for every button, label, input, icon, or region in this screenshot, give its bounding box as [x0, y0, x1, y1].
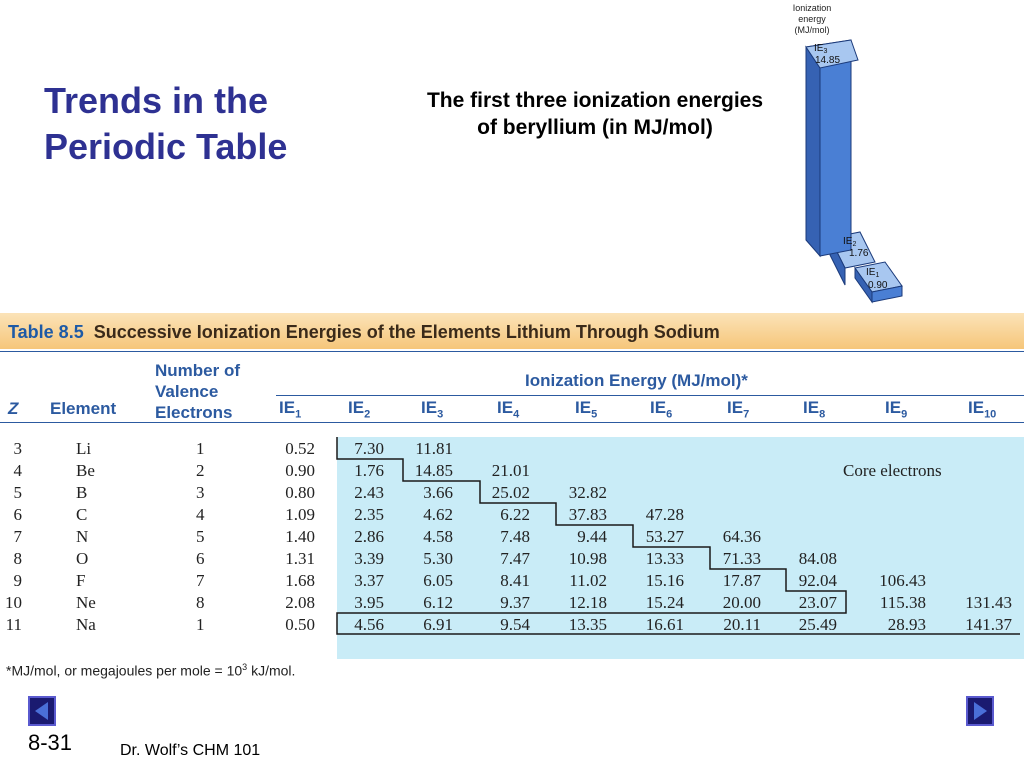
cell-ie6: 15.24: [645, 593, 684, 612]
cell-element: F: [76, 571, 86, 590]
table-row: [0, 438, 1024, 460]
cell-valence: 6: [196, 549, 205, 568]
cell-ie2: 2.86: [354, 527, 384, 546]
cell-ie5: 37.83: [568, 505, 607, 524]
header-ie10: $IE_{10}$: [968, 398, 997, 421]
cell-ie4: 7.47: [500, 549, 530, 568]
cell-ie4: 6.22: [500, 505, 530, 524]
cell-ie6: 16.61: [645, 615, 684, 634]
chart-axis-label-line2: energy: [798, 14, 826, 24]
cell-ie8: 92.04: [798, 571, 837, 590]
cell-z: 9: [13, 571, 22, 590]
cell-ie1: 0.80: [285, 483, 315, 502]
header-ie1: $IE_1$: [279, 398, 302, 421]
slide-title: Trends in the Periodic Table: [44, 80, 288, 167]
chart-caption: The first three ionization energies of beryllium (in MJ/mol): [426, 89, 764, 139]
header-ie4: $IE_4$: [497, 398, 520, 421]
table-header: [0, 349, 1024, 423]
table-row: [0, 570, 1024, 592]
cell-valence: 4: [196, 505, 205, 524]
cell-ie8: 25.49: [798, 615, 837, 634]
cell-element: O: [76, 549, 89, 568]
cell-ie4: 7.48: [500, 527, 530, 546]
cell-ie1: 0.52: [285, 439, 315, 458]
table-row: [0, 548, 1024, 570]
ionization-energy-3d-chart: [770, 0, 930, 310]
cell-ie1: 1.68: [285, 571, 315, 590]
cell-ie6: 53.27: [645, 527, 684, 546]
cell-ie4: 25.02: [491, 483, 530, 502]
cell-ie3: 4.58: [423, 527, 453, 546]
ie-group-rule: [276, 395, 1024, 396]
chart-bar-ie2-label: $IE_2$: [843, 236, 857, 248]
cell-ie3: 11.81: [415, 439, 453, 458]
cell-ie4: 21.01: [491, 461, 530, 480]
chart-axis-label-line1: Ionization: [792, 3, 832, 13]
header-ie5: $IE_5$: [575, 398, 598, 421]
footer-text: Dr. Wolf’s CHM 101: [120, 742, 261, 759]
chart-bar-ie2-value: 1.76: [849, 248, 869, 259]
cell-ie4: 8.41: [500, 571, 530, 590]
cell-ie2: 3.39: [354, 549, 384, 568]
header-ie3: $IE_3$: [421, 398, 444, 421]
cell-ie9: 28.93: [887, 615, 926, 634]
cell-valence: 2: [196, 461, 205, 480]
cell-z: 4: [13, 461, 22, 480]
cell-ie3: 6.91: [423, 615, 453, 634]
cell-ie7: 20.11: [723, 615, 761, 634]
cell-ie9: 115.38: [879, 593, 926, 612]
header-ie6: $IE_6$: [650, 398, 673, 421]
chart-bar-ie1-value: 0.90: [868, 280, 888, 291]
table-row: [0, 504, 1024, 526]
header-rule: [0, 422, 1024, 423]
cell-ie2: 2.43: [354, 483, 384, 502]
cell-ie5: 10.98: [568, 549, 607, 568]
cell-element: Be: [76, 461, 95, 480]
cell-ie2: 3.95: [354, 593, 384, 612]
slide-number: 8-31: [28, 730, 73, 755]
table-body: [0, 437, 1024, 660]
chart-bar-ie3-value: 14.85: [815, 55, 841, 66]
cell-z: 5: [13, 483, 22, 502]
cell-ie6: 15.16: [645, 571, 684, 590]
cell-ie2: 3.37: [354, 571, 384, 590]
cell-ie7: 17.87: [722, 571, 761, 590]
table-footnote: *MJ/mol, or megajoules per mole = $10^3$ kJ/mol.: [6, 662, 296, 679]
cell-ie3: 3.66: [423, 483, 453, 502]
cell-valence: 7: [196, 571, 205, 590]
cell-ie3: 6.05: [423, 571, 453, 590]
cell-ie1: 2.08: [285, 593, 315, 612]
cell-valence: 5: [196, 527, 205, 546]
cell-ie1: 1.31: [285, 549, 315, 568]
chart-bar-ie3-label: $IE_3$: [814, 43, 828, 55]
table-row: [0, 482, 1024, 504]
cell-ie8: 23.07: [798, 593, 837, 612]
cell-ie4: 9.54: [500, 615, 530, 634]
table-title: Successive Ionization Energies of the Elements Lithium Through Sodium: [93, 322, 720, 342]
table-number: Table 8.5: [8, 322, 84, 342]
cell-ie6: 47.28: [645, 505, 684, 524]
cell-ie4: 9.37: [500, 593, 530, 612]
cell-ie1: 1.40: [285, 527, 315, 546]
cell-ie10: 131.43: [965, 593, 1012, 612]
cell-ie7: 64.36: [722, 527, 761, 546]
cell-ie9: 106.43: [879, 571, 926, 590]
nav-back-button[interactable]: [28, 696, 56, 726]
cell-z: 6: [13, 505, 22, 524]
cell-ie10: 141.37: [965, 615, 1012, 634]
core-electrons-label: Core electrons: [843, 461, 942, 480]
cell-ie2: 2.35: [354, 505, 384, 524]
header-z: Z: [8, 399, 19, 418]
header-top-rule: [0, 351, 1024, 352]
cell-ie5: 32.82: [568, 483, 607, 502]
cell-ie2: 7.30: [354, 439, 384, 458]
cell-ie2: 1.76: [354, 461, 384, 480]
table-row: [0, 526, 1024, 548]
cell-valence: 3: [196, 483, 205, 502]
cell-element: C: [76, 505, 88, 524]
cell-element: Ne: [76, 593, 96, 612]
chart-bar-ie3: [806, 40, 858, 256]
cell-element: Na: [76, 615, 96, 634]
cell-ie7: 71.33: [722, 549, 761, 568]
cell-ie1: 0.50: [285, 615, 315, 634]
header-ie-group: Ionization Energy (MJ/mol)*: [525, 371, 748, 390]
cell-element: N: [76, 527, 89, 546]
cell-z: 10: [5, 593, 22, 612]
header-ie7: $IE_7$: [727, 398, 750, 421]
header-ie9: $IE_9$: [885, 398, 908, 421]
nav-forward-button[interactable]: [966, 696, 994, 726]
cell-ie3: 4.62: [423, 505, 453, 524]
chart-bar-ie1-label: $IE_1$: [866, 267, 880, 279]
cell-ie5: 9.44: [577, 527, 607, 546]
cell-z: 11: [5, 615, 22, 634]
cell-z: 7: [13, 527, 22, 546]
cell-ie5: 11.02: [569, 571, 607, 590]
nav-forward-icon: [968, 698, 992, 724]
cell-valence: 8: [196, 593, 205, 612]
cell-z: 8: [13, 549, 22, 568]
header-valence: Number of Valence Electrons: [155, 361, 240, 422]
table-title-bar: [0, 313, 1024, 349]
table-row: [0, 460, 1024, 482]
nav-back-icon: [30, 698, 54, 724]
cell-ie7: 20.00: [722, 593, 761, 612]
cell-ie1: 0.90: [285, 461, 315, 480]
cell-ie3: 5.30: [423, 549, 453, 568]
cell-ie8: 84.08: [798, 549, 837, 568]
cell-ie5: 12.18: [568, 593, 607, 612]
cell-element: B: [76, 483, 88, 502]
cell-valence: 1: [196, 439, 205, 458]
cell-z: 3: [13, 439, 22, 458]
cell-ie6: 13.33: [645, 549, 684, 568]
chart-axis-label-line3: (MJ/mol): [794, 25, 830, 35]
header-ie8: $IE_8$: [803, 398, 826, 421]
cell-ie3: 14.85: [414, 461, 453, 480]
ionization-energy-table: [0, 313, 1024, 634]
cell-ie5: 13.35: [568, 615, 607, 634]
cell-valence: 1: [196, 615, 205, 634]
cell-ie2: 4.56: [354, 615, 384, 634]
header-ie2: $IE_2$: [348, 398, 371, 421]
cell-ie3: 6.12: [423, 593, 453, 612]
table-row: [0, 614, 1024, 636]
cell-element: Li: [76, 439, 92, 458]
header-element: Element: [50, 399, 117, 418]
table-row: [0, 592, 1024, 614]
cell-ie1: 1.09: [285, 505, 315, 524]
